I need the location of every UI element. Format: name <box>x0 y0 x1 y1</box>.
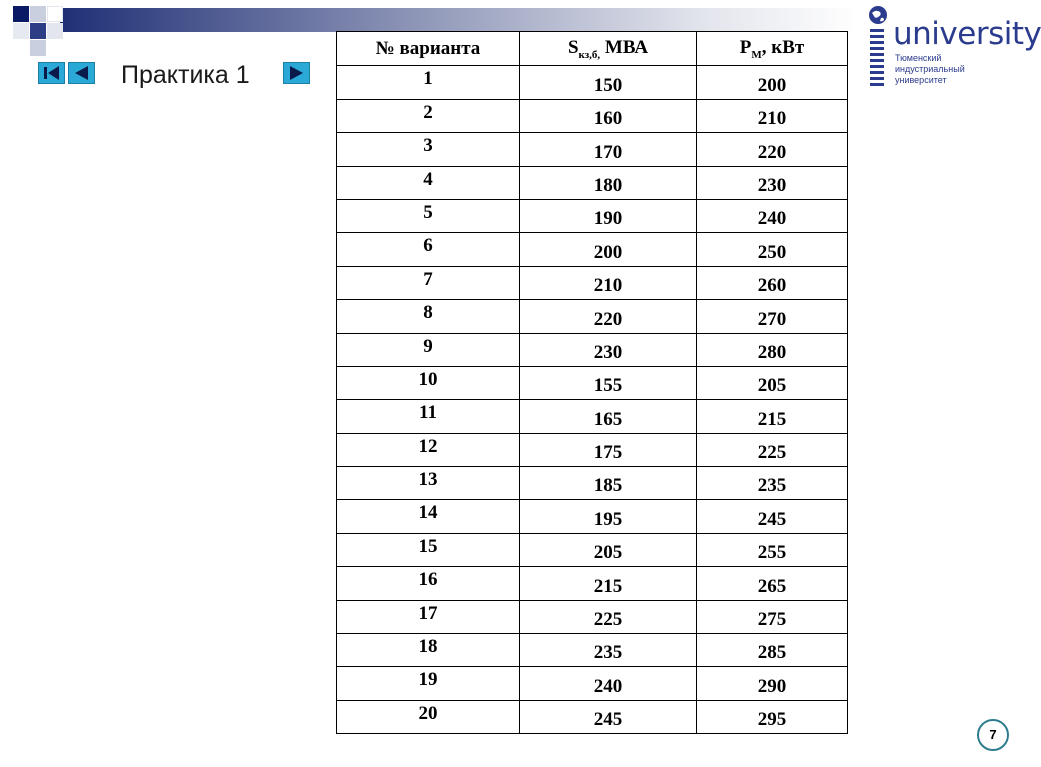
table-body <box>337 66 848 734</box>
variant-cell: 20 <box>337 700 520 733</box>
s-power-cell: 205 <box>520 533 697 566</box>
logo-subtitle <box>895 53 965 86</box>
table-row <box>337 233 848 266</box>
variant-cell: 16 <box>337 567 520 600</box>
variant-cell: 10 <box>337 366 520 399</box>
variant-cell: 11 <box>337 400 520 433</box>
variant-cell: 9 <box>337 333 520 366</box>
p-power-cell: 210 <box>697 99 848 132</box>
table-row <box>337 99 848 132</box>
variant-cell: 17 <box>337 600 520 633</box>
table-row <box>337 66 848 99</box>
p-power-cell: 205 <box>697 366 848 399</box>
logo-subtitle-line: университет <box>895 75 947 85</box>
p-power-cell: 250 <box>697 233 848 266</box>
s-power-cell: 190 <box>520 199 697 232</box>
p-power-cell: 285 <box>697 634 848 667</box>
table-row <box>337 533 848 566</box>
s-power-cell: 150 <box>520 66 697 99</box>
table-row <box>337 133 848 166</box>
table-row <box>337 600 848 633</box>
p-power-cell: 230 <box>697 166 848 199</box>
decor-square <box>47 23 63 39</box>
p-power-cell: 215 <box>697 400 848 433</box>
header-p-unit: , кВт <box>761 36 805 58</box>
header-s-subscript: кз,б, <box>578 48 601 61</box>
p-power-cell: 220 <box>697 133 848 166</box>
s-power-cell: 210 <box>520 266 697 299</box>
variant-cell: 7 <box>337 266 520 299</box>
first-slide-button[interactable] <box>38 62 65 84</box>
table-row <box>337 366 848 399</box>
table-row <box>337 199 848 232</box>
slide-title: Практика 1 <box>121 61 250 89</box>
table-row <box>337 166 848 199</box>
table-header-row <box>337 32 848 66</box>
s-power-cell: 200 <box>520 233 697 266</box>
table-row <box>337 333 848 366</box>
globe-icon <box>868 5 888 25</box>
s-power-cell: 185 <box>520 467 697 500</box>
variant-cell: 5 <box>337 199 520 232</box>
variant-cell: 14 <box>337 500 520 533</box>
s-power-cell: 230 <box>520 333 697 366</box>
decor-square <box>30 40 46 56</box>
s-power-cell: 195 <box>520 500 697 533</box>
table-row <box>337 634 848 667</box>
s-power-cell: 155 <box>520 366 697 399</box>
p-power-cell: 295 <box>697 700 848 733</box>
table-row <box>337 667 848 700</box>
next-slide-button[interactable] <box>283 62 310 84</box>
p-power-cell: 290 <box>697 667 848 700</box>
p-power-cell: 255 <box>697 533 848 566</box>
p-power-cell: 245 <box>697 500 848 533</box>
s-power-cell: 215 <box>520 567 697 600</box>
p-power-cell: 235 <box>697 467 848 500</box>
variant-cell: 8 <box>337 300 520 333</box>
logo-wordmark: university <box>893 16 1041 52</box>
variant-cell: 15 <box>337 533 520 566</box>
s-power-cell: 170 <box>520 133 697 166</box>
triangle-right-icon <box>284 63 309 83</box>
p-power-cell: 240 <box>697 199 848 232</box>
decor-square <box>13 6 29 22</box>
s-power-cell: 160 <box>520 99 697 132</box>
p-power-cell: 200 <box>697 66 848 99</box>
variant-cell: 12 <box>337 433 520 466</box>
logo-subtitle-line: Тюменский <box>895 53 942 63</box>
s-power-cell: 225 <box>520 600 697 633</box>
header-s-power <box>520 32 697 66</box>
table-row <box>337 567 848 600</box>
table-row <box>337 467 848 500</box>
header-gradient-bar <box>60 8 860 32</box>
table-row <box>337 433 848 466</box>
variant-cell: 1 <box>337 66 520 99</box>
table-row <box>337 700 848 733</box>
p-power-cell: 265 <box>697 567 848 600</box>
s-power-cell: 180 <box>520 166 697 199</box>
p-power-cell: 280 <box>697 333 848 366</box>
s-power-cell: 245 <box>520 700 697 733</box>
variants-table <box>336 31 848 734</box>
header-variant: № варианта <box>337 32 520 66</box>
variant-cell: 13 <box>337 467 520 500</box>
decor-square <box>30 6 46 22</box>
p-power-cell: 275 <box>697 600 848 633</box>
logo-bars-icon <box>870 29 884 89</box>
variant-cell: 18 <box>337 634 520 667</box>
header-p-symbol: P <box>739 36 752 58</box>
p-power-cell: 225 <box>697 433 848 466</box>
triangle-left-icon <box>69 63 94 83</box>
skip-back-icon <box>39 63 64 83</box>
header-p-subscript: М <box>751 48 762 61</box>
decor-square <box>13 23 29 39</box>
page-number-badge: 7 <box>977 719 1009 751</box>
variant-cell: 6 <box>337 233 520 266</box>
table-row <box>337 300 848 333</box>
previous-slide-button[interactable] <box>68 62 95 84</box>
header-p-power <box>697 32 848 66</box>
variant-cell: 3 <box>337 133 520 166</box>
logo-subtitle-line: индустриальный <box>895 64 965 74</box>
variant-cell: 19 <box>337 667 520 700</box>
decor-square <box>30 23 46 39</box>
university-logo <box>866 3 1041 93</box>
s-power-cell: 165 <box>520 400 697 433</box>
s-power-cell: 235 <box>520 634 697 667</box>
header-s-symbol: S <box>567 36 579 58</box>
decor-square <box>47 6 63 22</box>
s-power-cell: 220 <box>520 300 697 333</box>
variant-cell: 4 <box>337 166 520 199</box>
s-power-cell: 240 <box>520 667 697 700</box>
table-row <box>337 500 848 533</box>
p-power-cell: 260 <box>697 266 848 299</box>
table-row <box>337 266 848 299</box>
s-power-cell: 175 <box>520 433 697 466</box>
p-power-cell: 270 <box>697 300 848 333</box>
header-s-unit: МВА <box>600 36 649 58</box>
variant-cell: 2 <box>337 99 520 132</box>
table-row <box>337 400 848 433</box>
